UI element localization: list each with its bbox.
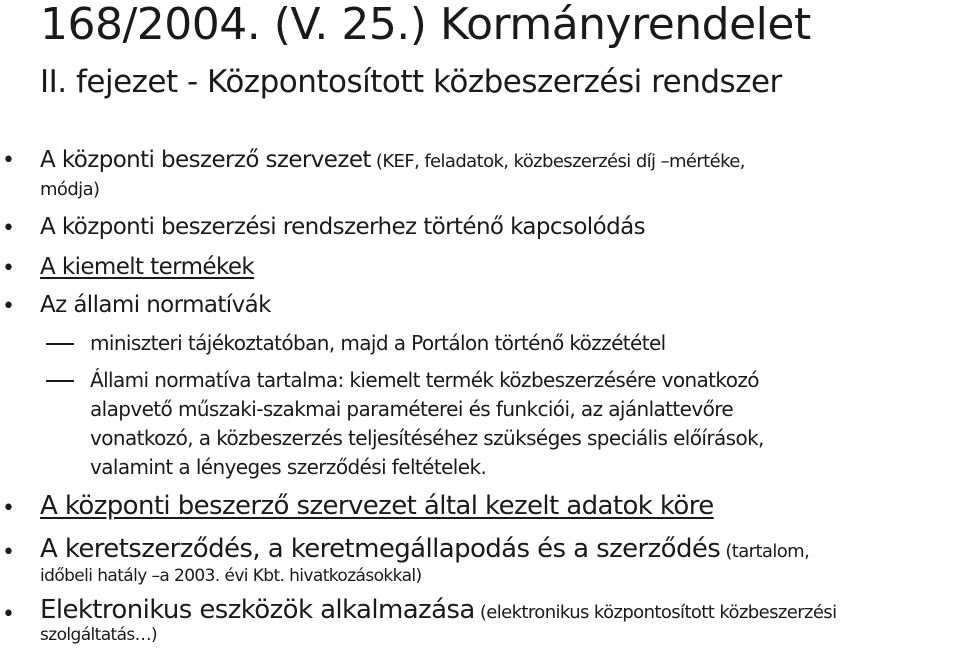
list-item: Az állami normatívák (40, 292, 271, 318)
bullet-icon: • (2, 256, 15, 281)
item-main-text: A keretszerződés, a keretmegállapodás és a szerződés (40, 534, 721, 564)
bullet-icon: • (2, 294, 15, 319)
sub-item-continuation: vonatkozó, a közbeszerzés teljesítéséhez szükséges speciális előírások, (90, 426, 764, 450)
item-detail-text: (elektronikus központosított közbeszerzési (474, 602, 837, 623)
item-continuation: időbeli hatály –a 2003. évi Kbt. hivatkozásokkal) (40, 566, 422, 586)
sub-item-continuation: alapvető műszaki-szakmai paraméterei és funkciói, az ajánlattevőre (90, 397, 734, 421)
list-item (40, 146, 745, 176)
item-continuation: szolgáltatás…) (40, 625, 158, 645)
sub-item-continuation: valamint a lényeges szerződési feltételek. (90, 455, 487, 479)
page-title: 168/2004. (V. 25.) Kormányrendelet (40, 0, 811, 50)
list-item: A központi beszerzési rendszerhez történő kapcsolódás (40, 214, 645, 240)
list-item-link[interactable]: A központi beszerző szervezet által kezelt adatok köre (40, 491, 714, 521)
item-detail-text: (tartalom, (720, 541, 810, 562)
dash-icon (46, 343, 74, 345)
bullet-icon: • (2, 216, 15, 241)
list-item (40, 533, 809, 568)
bullet-icon: • (2, 540, 15, 565)
list-item-link[interactable]: A kiemelt termékek (40, 254, 255, 280)
sub-item: Állami normatíva tartalma: kiemelt termék közbeszerzésére vonatkozó (90, 368, 759, 392)
sub-item: miniszteri tájékoztatóban, majd a Portálon történő közzététel (90, 331, 666, 355)
item-continuation: módja) (40, 179, 100, 200)
chapter-subtitle: II. fejezet - Központosított közbeszerzési rendszer (40, 64, 782, 100)
item-detail-text: (KEF, feladatok, közbeszerzési díj –mértéke, (370, 151, 745, 172)
item-main-text: A központi beszerző szervezet (40, 147, 371, 173)
bullet-icon: • (2, 148, 15, 173)
dash-icon (46, 380, 74, 382)
list-item (40, 594, 837, 629)
bullet-icon: • (2, 602, 15, 627)
bullet-icon: • (2, 496, 15, 521)
item-main-text: Elektronikus eszközök alkalmazása (40, 595, 475, 625)
